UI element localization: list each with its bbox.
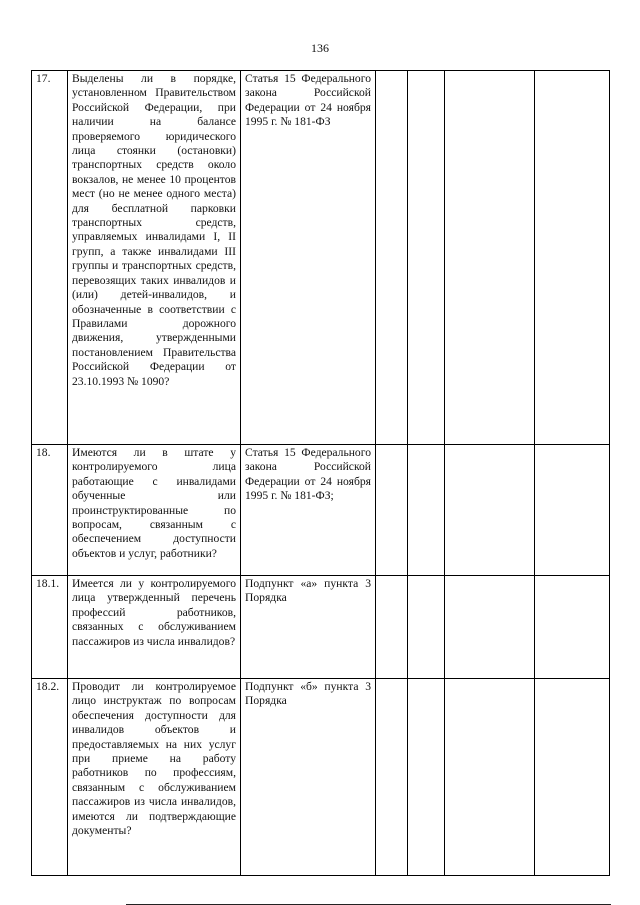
row-number: 18.2. <box>32 679 68 876</box>
answer-cell-no[interactable] <box>408 576 445 679</box>
legal-reference: Подпункт «б» пункта 3 Порядка <box>241 679 376 876</box>
checklist-table <box>31 70 610 876</box>
legal-reference: Статья 15 Федерального закона Российской Федерации от 24 ноября 1995 г. № 181-ФЗ <box>241 71 376 445</box>
question-text: Имеются ли в штате у контролируемого лица работающие с инвалидами обученные или проинструктированные по вопросам, связанным с обеспечением доступности объектов и услуг, работники? <box>68 445 241 576</box>
page-number: 136 <box>311 41 329 55</box>
answer-cell-yes[interactable] <box>376 71 408 445</box>
answer-cell-na[interactable] <box>445 679 535 876</box>
answer-cell-no[interactable] <box>408 445 445 576</box>
comment-cell[interactable] <box>535 679 610 876</box>
table-row <box>32 576 610 679</box>
row-number: 18.1. <box>32 576 68 679</box>
comment-cell[interactable] <box>535 445 610 576</box>
question-text: Выделены ли в порядке, установленном Правительством Российской Федерации, при наличии на балансе проверяемого юридического лица стоянки (остановки) транспортных средств около вокзалов, не менее 10 процентов мест (но не менее одного места) для бесплатной парковки транспортных средств, управляемых инвалидами I, II групп, а также инвалидами III группы и транспортных средств, перевозящих таких инвалидов и (или) детей-инвалидов, и обозначенные в соответствии с Правилами дорожного движения, утвержденными постановлением Правительства Российской Федерации от 23.10.1993 № 1090? <box>68 71 241 445</box>
answer-cell-na[interactable] <box>445 445 535 576</box>
question-text: Имеется ли у контролируемого лица утвержденный перечень профессий работников, связанных с обслуживанием пассажиров из числа инвалидов? <box>68 576 241 679</box>
answer-cell-yes[interactable] <box>376 576 408 679</box>
answer-cell-no[interactable] <box>408 679 445 876</box>
table-row <box>32 71 610 445</box>
legal-reference: Статья 15 Федерального закона Российской Федерации от 24 ноября 1995 г. № 181-ФЗ; <box>241 445 376 576</box>
row-number: 17. <box>32 71 68 445</box>
answer-cell-na[interactable] <box>445 576 535 679</box>
answer-cell-yes[interactable] <box>376 445 408 576</box>
row-number: 18. <box>32 445 68 576</box>
answer-cell-yes[interactable] <box>376 679 408 876</box>
comment-cell[interactable] <box>535 71 610 445</box>
answer-cell-na[interactable] <box>445 71 535 445</box>
table-row <box>32 679 610 876</box>
table-row <box>32 445 610 576</box>
question-text: Проводит ли контролируемое лицо инструктаж по вопросам обеспечения доступности для инвалидов объектов и предоставляемых на них услуг при приеме на работу работников по профессиям, связанным с обслуживанием пассажиров из числа инвалидов, имеются ли подтверждающие документы? <box>68 679 241 876</box>
legal-reference: Подпункт «а» пункта 3 Порядка <box>241 576 376 679</box>
comment-cell[interactable] <box>535 576 610 679</box>
answer-cell-no[interactable] <box>408 71 445 445</box>
